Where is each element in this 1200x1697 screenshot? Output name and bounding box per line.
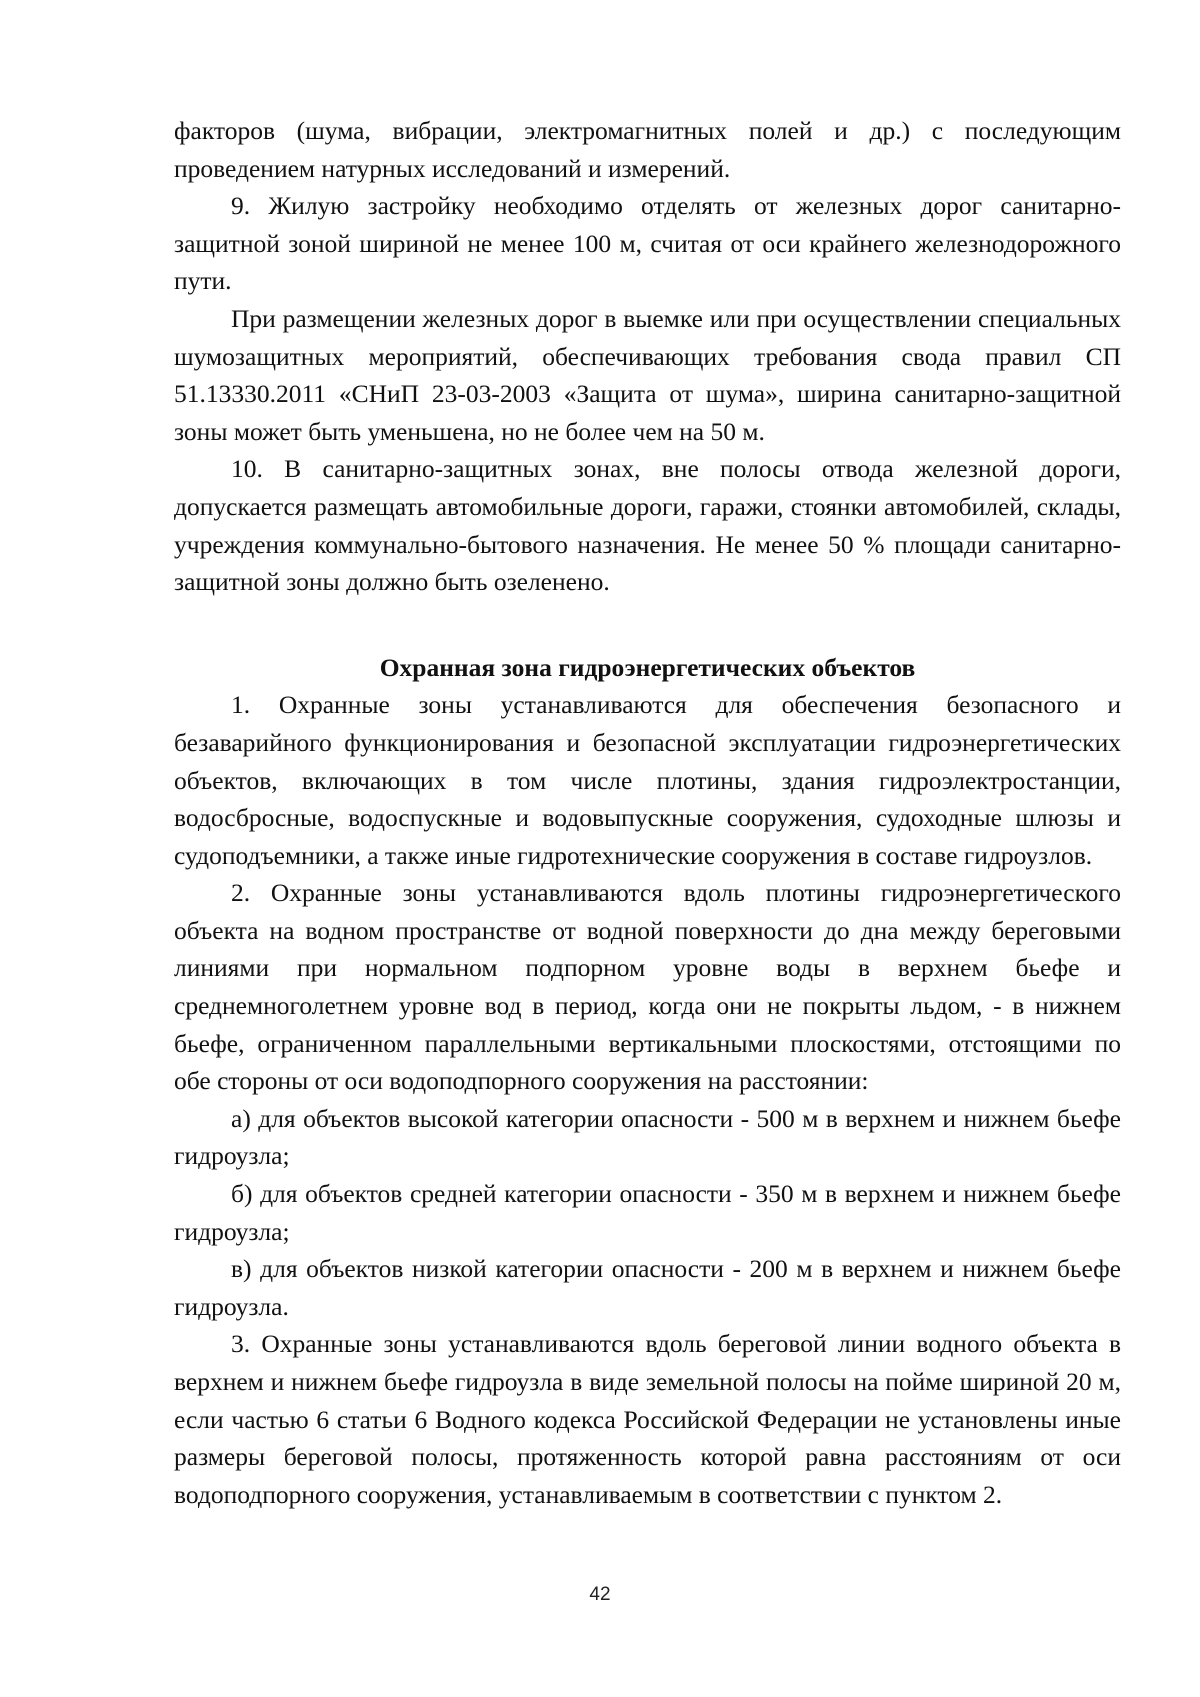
- paragraph-item-9: 9. Жилую застройку необходимо отделять от железных дорог санитарно-защитной зоной шириной не менее 100 м, считая от оси крайнего железнодорожного пути.: [174, 191, 1121, 296]
- page-number: 42: [589, 1584, 611, 1605]
- paragraph-hydro-3: 3. Охранные зоны устанавливаются вдоль береговой линии водного объекта в верхнем и нижнем бьефе гидроузла в виде земельной полосы на пойме шириной 20 м, если частью 6 статьи 6 Водного кодекса Российской Федерации не установлены иные размеры береговой полосы, протяженность которой равна расстояниям от оси водоподпорного сооружения, устанавливаемым в соответствии с пунктом 2.: [174, 1329, 1121, 1509]
- paragraph-hydro-1: 1. Охранные зоны устанавливаются для обеспечения безопасного и безаварийного функционирования и безопасной эксплуатации гидроэнергетических объектов, включающих в том числе плотины, здания гидроэлектростанции, водосбросные, водоспускные и водовыпускные сооружения, судоходные шлюзы и судоподъемники, а также иные гидротехнические сооружения в составе гидроузлов.: [174, 690, 1121, 870]
- paragraph-item-9-reduction: При размещении железных дорог в выемке или при осуществлении специальных шумозащитных мероприятий, обеспечивающих требования свода правил СП 51.13330.2011 «СНиП 23-03-2003 «Защита от шума», ширина санитарно-защитной зоны может быть уменьшена, но не более чем на 50 м.: [174, 303, 1121, 446]
- paragraph-continuation: факторов (шума, вибрации, электромагнитных полей и др.) с последующим проведением натурных исследований и измерений.: [174, 116, 1121, 183]
- paragraph-hydro-2c: в) для объектов низкой категории опасности - 200 м в верхнем и нижнем бьефе гидроузла.: [174, 1254, 1121, 1321]
- document-body: [174, 112, 1121, 1513]
- paragraph-hydro-2b: б) для объектов средней категории опасности - 350 м в верхнем и нижнем бьефе гидроузла;: [174, 1179, 1121, 1246]
- paragraph-item-10: 10. В санитарно-защитных зонах, вне полосы отвода железной дороги, допускается размещать автомобильные дороги, гаражи, стоянки автомобилей, склады, учреждения коммунально-бытового назначения. Не менее 50 % площади санитарно-защитной зоны должно быть озеленено.: [174, 454, 1121, 597]
- paragraph-hydro-2: 2. Охранные зоны устанавливаются вдоль плотины гидроэнергетического объекта на водном пространстве от водной поверхности до дна между береговыми линиями при нормальном подпорном уровне воды в верхнем бьефе и среднемноголетнем уровне вод в период, когда они не покрыты льдом, - в нижнем бьефе, ограниченном параллельными вертикальными плоскостями, отстоящими по обе стороны от оси водоподпорного сооружения на расстоянии:: [174, 878, 1121, 1096]
- section-heading: Охранная зона гидроэнергетических объектов: [379, 652, 916, 682]
- paragraph-hydro-2a: а) для объектов высокой категории опасности - 500 м в верхнем и нижнем бьефе гидроузла;: [174, 1103, 1121, 1171]
